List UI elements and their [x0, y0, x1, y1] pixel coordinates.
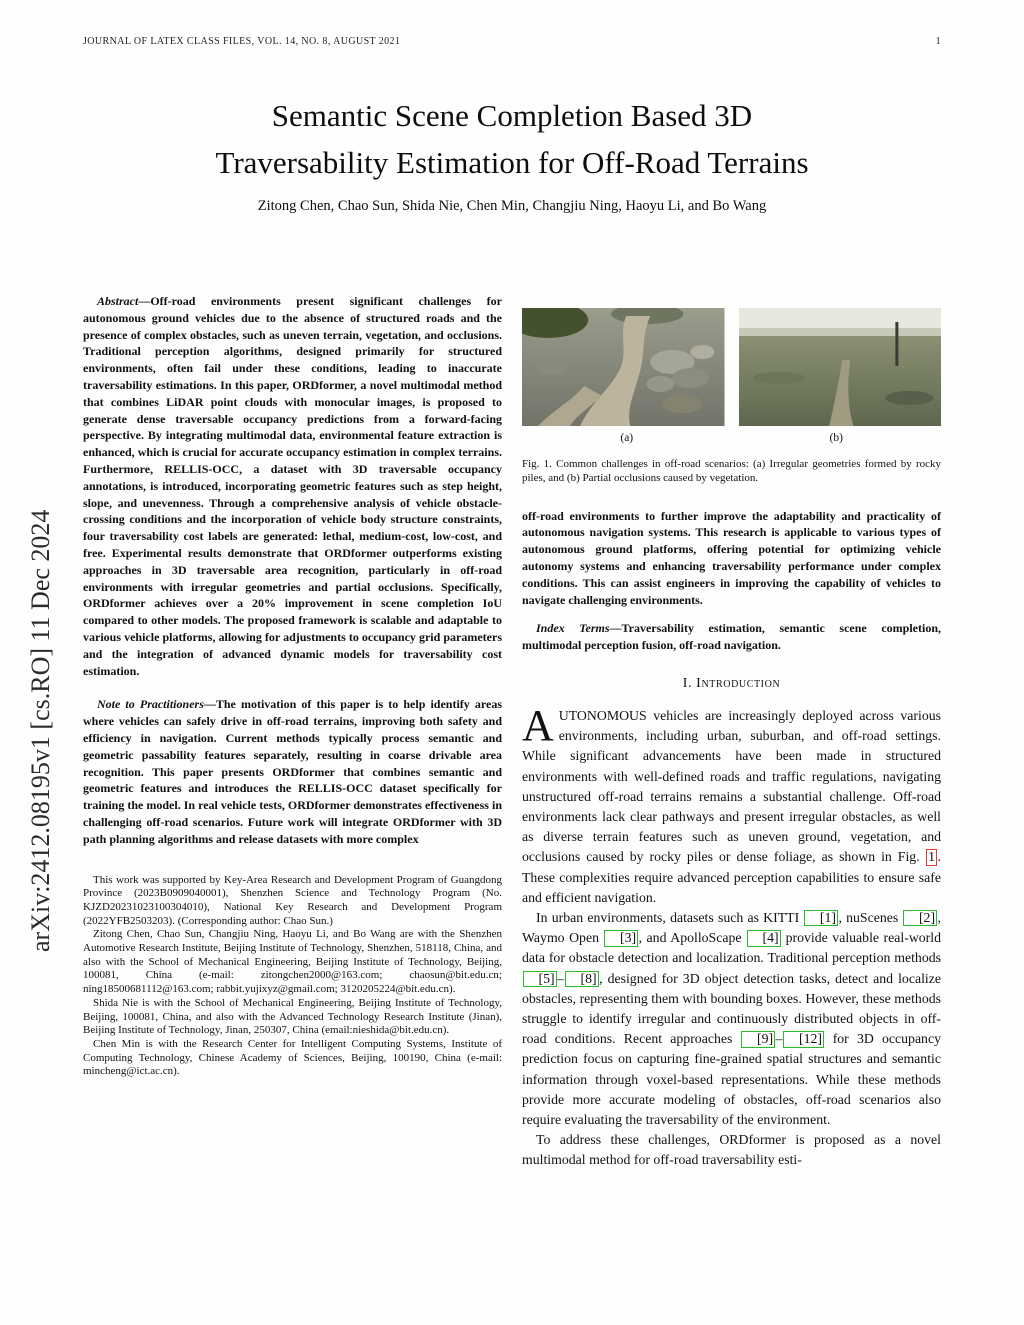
- figure-1-sublabels: [522, 432, 941, 444]
- text-segment: –: [557, 970, 564, 986]
- note-continuation-paragraph: off-road environments to further improve the adaptability and practicality of autonomous navigation systems. This research is applicable to various types of autonomous ground platforms, offering potential for optimizing vehicle autonomy systems and enhancing traversability performance under complex conditions. This can assist engineers in improving the capability of vehicles to navigate challenging environments.: [522, 508, 941, 607]
- arxiv-watermark: arXiv:2412.08195v1 [cs.RO] 11 Dec 2024: [26, 509, 55, 952]
- running-header: [83, 36, 941, 47]
- paper-title-line2: Traversability Estimation for Off-Road Terrains: [215, 145, 809, 180]
- index-terms-text: —Traversability estimation, semantic scene completion, multimodal perception fusion, off-road navigation.: [522, 621, 941, 653]
- citation-link[interactable]: [4]: [747, 930, 781, 946]
- footnote-funding: This work was supported by Key-Area Research and Development Program of Guangdong Province (2023B0909040001), Shenzhen Science and Technology Program (No. KJZD20231023100304010), National Key Research and Development Program (2022YFB2503203). (Corresponding author: Chao Sun.): [83, 873, 502, 927]
- lead-word: UTONOMOUS: [558, 707, 647, 723]
- text-segment: . These complexities require advanced perception capabilities to ensure safe and efficient navigation.: [522, 849, 941, 905]
- dropcap-letter: A: [522, 700, 554, 750]
- footnote-affiliation-3: Chen Min is with the Research Center for Intelligent Computing Systems, Institute of Computing Technology, Chinese Academy of Sciences, Beijing, 100190, China (e-mail: mincheng@ict.ac.cn).: [83, 1037, 502, 1078]
- citation-link[interactable]: [12]: [783, 1031, 824, 1047]
- text-segment: for 3D occupancy prediction focus on capturing fine-grained spatial structures and semantic information through voxel-based representations. While these methods provide more accurate modeling of obstacles, off-road scenarios also require evaluating the traversability of the environment.: [522, 1031, 941, 1128]
- abstract-label: Abstract: [97, 294, 139, 308]
- figure-1: [522, 308, 941, 486]
- paper-title: [0, 92, 1024, 186]
- text-segment: –: [775, 1031, 783, 1047]
- citation-link[interactable]: [3]: [604, 930, 638, 946]
- author-list: Zitong Chen, Chao Sun, Shida Nie, Chen Min, Changjiu Ning, Haoyu Li, and Bo Wang: [257, 198, 767, 214]
- text-segment: , Waymo Open: [522, 910, 941, 946]
- figure-photo-a: [522, 308, 725, 426]
- text-segment: provide valuable real-world data for obstacle detection and localization. Traditional perception methods: [522, 930, 942, 966]
- footnote-block: [83, 874, 502, 1080]
- note-to-practitioners-paragraph: [83, 696, 502, 847]
- text-segment: , and ApolloScape: [638, 930, 747, 946]
- figure-photo-b-wrap: [739, 308, 942, 426]
- note-text: —The motivation of this paper is to help identify areas where vehicles can safely drive in off-road terrains, improving both safety and efficiency in navigation. Current methods typically process semantic and geometric passability features separately, resulting in coarse drivable area recognition. This paper presents ORDformer that combines semantic and geometric features and introduces the RELLIS-OCC dataset specifically for training the model. In real vehicle tests, ORDformer demonstrates effectiveness in challenging off-road scenarios. Future work will integrate ORDformer with 3D path planning algorithms and release datasets with more complex: [83, 697, 503, 846]
- citation-link[interactable]: [2]: [903, 910, 937, 926]
- figure-1a-label: (a): [620, 432, 634, 444]
- journal-name: JOURNAL OF LATEX CLASS FILES, VOL. 14, NO. 8, AUGUST 2021: [83, 36, 401, 47]
- left-column: [83, 293, 502, 1079]
- intro-paragraph-1-text: [522, 700, 941, 905]
- figure-1-images: [522, 308, 941, 426]
- citation-link[interactable]: [5]: [523, 971, 557, 987]
- note-label: Note to Practitioners: [97, 697, 204, 712]
- page-number: 1: [935, 36, 941, 47]
- footnote-affiliation-1: Zitong Chen, Chao Sun, Changjiu Ning, Haoyu Li, and Bo Wang are with the Shenzhen Automotive Research Institute, Beijing Institute of Technology, Shenzhen, 518118, China, and also with the School of Mechanical Engineering, Beijing Institute of Technology, Beijing, 100081, China (e-mail: zitongchen2000@163.com; chaosun@bit.edu.cn; ning18500681112@163.com; rabbit.yujixyz@gmail.com; 3120205224@bit.edu.cn).: [83, 928, 502, 996]
- abstract-block: [83, 293, 502, 848]
- index-terms-paragraph: [522, 620, 941, 654]
- figure-1b-label: (b): [829, 432, 843, 444]
- citation-link[interactable]: [1]: [804, 910, 838, 926]
- figure-photo-a-wrap: [522, 308, 725, 426]
- text-segment: vehicles are increasingly deployed across various environments, including urban, suburban, and off-road settings. While significant advancements have been made in structured environments with well-defined roads and traffic regulations, navigating unstructured off-road terrains remains a substantial challenge. Off-road environments lack clear pathways and present irregular obstacles, as well as diverse terrain features such as uneven ground, vegetation, and occlusions caused by rocky piles or dense foliage, as shown in Fig.: [522, 707, 941, 865]
- intro-paragraph-3: [522, 1130, 941, 1170]
- text-segment: , designed for 3D object detection tasks, detect and localize obstacles, representing them with bounding boxes. However, these methods struggle to identify irregular and continuously distributed objects in off-road conditions. Recent approaches: [522, 970, 941, 1047]
- citation-link[interactable]: [8]: [565, 971, 599, 987]
- footnote-affiliation-2: Shida Nie is with the School of Mechanical Engineering, Beijing Institute of Technology, Beijing, 100081, China, and also with the Advanced Technology Research Institute (Jinan), Beijing Institute of Technology, Jinan, 250307, China (email:nieshida@bit.edu.cn).: [83, 996, 502, 1037]
- paper-title-line1: Semantic Scene Completion Based 3D: [271, 98, 753, 133]
- abstract-text: —Off-road environments present significant challenges for autonomous ground vehicles due to the absence of structured roads and the presence of complex obstacles, such as uneven terrain, vegetation, and occlusions. Traditional perception algorithms, designed primarily for structured environments, often fail under these conditions, leading to inaccurate traversability estimations. In this paper, ORDformer, a novel multimodal method that combines LiDAR point clouds with monocular images, is proposed to generate dense traversable occupancy predictions from a forward-facing perspective. By integrating multimodal data, environmental feature extraction is enhanced, which is crucial for accurate occupancy estimation in complex terrains. Furthermore, RELLIS-OCC, a dataset with 3D traversable occupancy annotations, is introduced, incorporating geometric features such as step height, slope, and unevenness. Through a comprehensive analysis of vehicle obstacle-crossing conditions and the incorporation of vehicle body structure constraints, four traversability cost labels are generated: lethal, medium-cost, low-cost, and free. Experimental results demonstrate that ORDformer outperforms existing approaches in 3D traversable area recognition, particularly in off-road environments with irregular geometries and partial occlusions. Specifically, ORDformer achieves over a 20% improvement in scene completion IoU compared to other models. The proposed framework is scalable and adaptable to various vehicle platforms, allowing for adjustments to occupancy grid parameters and the integration of advanced dynamic models for traversability cost estimation.: [83, 294, 502, 678]
- section-heading-introduction: I. Introduction: [682, 675, 781, 691]
- figure-1-caption: Fig. 1. Common challenges in off-road scenarios: (a) Irregular geometries formed by rocky piles, and (b) Partial occlusions caused by vegetation.: [522, 458, 941, 484]
- text-segment: To address these challenges, ORDformer is proposed as a novel multimodal method for off-road traversability esti-: [522, 1132, 941, 1168]
- intro-paragraph-1: [522, 700, 941, 908]
- citation-link[interactable]: [9]: [741, 1031, 775, 1047]
- figure-reference-link[interactable]: 1: [928, 849, 936, 865]
- abstract-paragraph: [83, 293, 502, 679]
- intro-paragraph-2: [522, 908, 941, 1130]
- right-column: [522, 293, 941, 1171]
- index-terms-label: Index Terms: [536, 621, 610, 636]
- figure-photo-b: [739, 308, 942, 426]
- text-segment: In urban environments, datasets such as KITTI: [536, 910, 804, 925]
- text-segment: , nuScenes: [838, 910, 903, 925]
